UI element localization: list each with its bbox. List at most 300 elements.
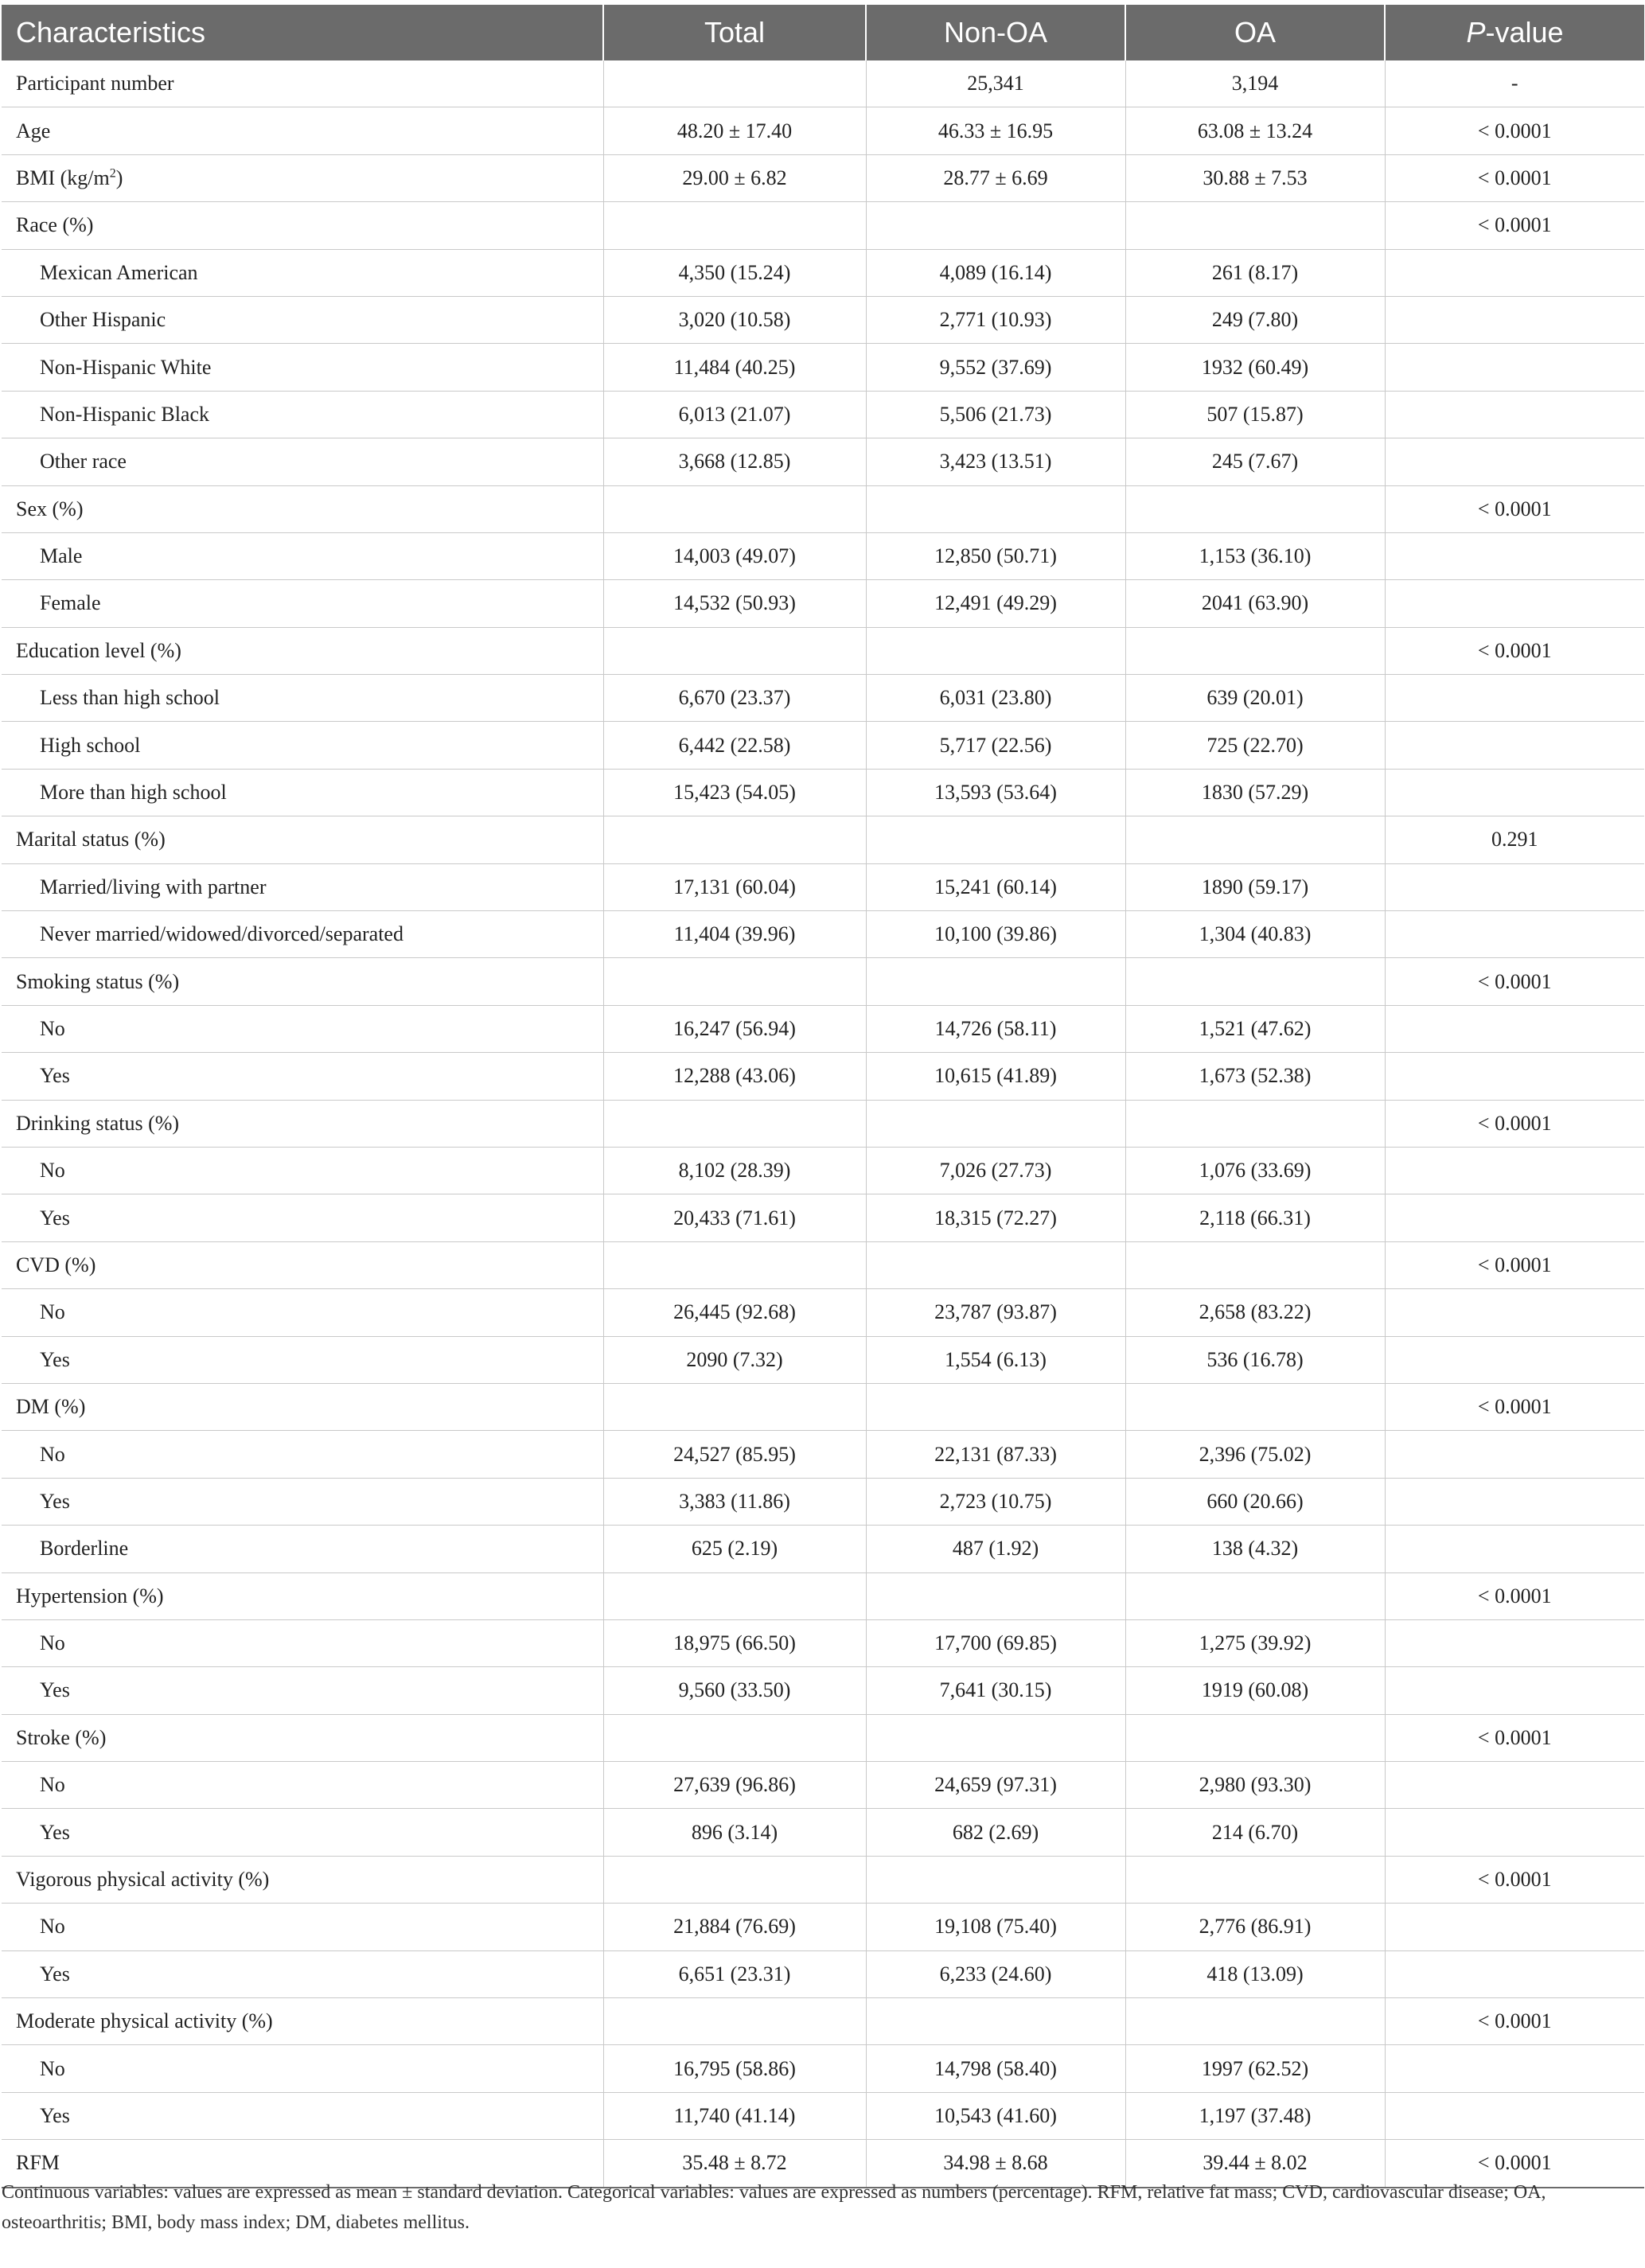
cell-oa: 1932 (60.49) <box>1125 344 1385 391</box>
cell-p-value <box>1385 1809 1644 1856</box>
row-label-text: Race (%) <box>16 213 94 237</box>
header-p-rest: -value <box>1485 16 1564 49</box>
row-label <box>2 1856 603 1903</box>
cell-p-value: 0.291 <box>1385 816 1644 863</box>
row-label-text: Age <box>16 119 51 142</box>
cell-total: 17,131 (60.04) <box>603 863 866 910</box>
cell-p-value: < 0.0001 <box>1385 1998 1644 2045</box>
cell-oa: 660 (20.66) <box>1125 1478 1385 1525</box>
row-label <box>2 202 603 249</box>
cell-p-value <box>1385 1762 1644 1809</box>
cell-p-value <box>1385 675 1644 722</box>
cell-oa <box>1125 1241 1385 1288</box>
cell-oa <box>1125 816 1385 863</box>
cell-total <box>603 60 866 107</box>
row-label <box>2 863 603 910</box>
cell-non-oa: 13,593 (53.64) <box>866 769 1125 816</box>
cell-non-oa: 23,787 (93.87) <box>866 1289 1125 1336</box>
cell-oa: 536 (16.78) <box>1125 1336 1385 1383</box>
cell-non-oa <box>866 1383 1125 1430</box>
cell-total <box>603 1998 866 2045</box>
cell-non-oa: 18,315 (72.27) <box>866 1194 1125 1241</box>
cell-oa: 2041 (63.90) <box>1125 580 1385 627</box>
cell-non-oa: 2,723 (10.75) <box>866 1478 1125 1525</box>
row-label <box>2 1526 603 1572</box>
row-label <box>2 1100 603 1147</box>
table-row <box>2 202 1644 249</box>
row-label-text: Smoking status (%) <box>16 969 180 993</box>
cell-non-oa <box>866 485 1125 532</box>
cell-p-value <box>1385 249 1644 296</box>
cell-non-oa: 1,554 (6.13) <box>866 1336 1125 1383</box>
cell-oa: 1,076 (33.69) <box>1125 1147 1385 1194</box>
header-row <box>2 5 1644 60</box>
row-label-text: Never married/widowed/divorced/separated <box>40 922 403 946</box>
table-row <box>2 816 1644 863</box>
cell-p-value: < 0.0001 <box>1385 1856 1644 1903</box>
row-label-text: More than high school <box>40 781 227 805</box>
table-footnote: Continuous variables: values are expressed as mean ± standard deviation. Categorical variables: values are expressed as numbers (percentage). RFM, relative fat mass; CVD, cardiovascular disease; OA, osteoarthritis; BMI, body mass index; DM, diabetes mellitus. <box>2 2182 1546 2233</box>
header-oa: OA <box>1125 5 1385 60</box>
cell-total: 29.00 ± 6.82 <box>603 154 866 201</box>
cell-total: 625 (2.19) <box>603 1526 866 1572</box>
row-label <box>2 1998 603 2045</box>
row-label <box>2 1431 603 1478</box>
row-label <box>2 722 603 769</box>
table-row <box>2 1431 1644 1478</box>
table-row <box>2 1998 1644 2045</box>
cell-non-oa: 9,552 (37.69) <box>866 344 1125 391</box>
cell-non-oa: 14,798 (58.40) <box>866 2045 1125 2092</box>
cell-oa: 2,118 (66.31) <box>1125 1194 1385 1241</box>
row-label <box>2 296 603 343</box>
row-label-text: High school <box>40 733 141 757</box>
cell-p-value <box>1385 580 1644 627</box>
cell-oa: 2,396 (75.02) <box>1125 1431 1385 1478</box>
cell-total <box>603 627 866 674</box>
cell-non-oa: 10,100 (39.86) <box>866 911 1125 958</box>
cell-oa: 507 (15.87) <box>1125 391 1385 438</box>
cell-total: 11,484 (40.25) <box>603 344 866 391</box>
cell-p-value <box>1385 1194 1644 1241</box>
table-row <box>2 1100 1644 1147</box>
cell-non-oa: 4,089 (16.14) <box>866 249 1125 296</box>
row-label <box>2 1619 603 1666</box>
table-row <box>2 391 1644 438</box>
row-label-text: DM (%) <box>16 1395 86 1419</box>
cell-total <box>603 958 866 1005</box>
cell-total: 18,975 (66.50) <box>603 1619 866 1666</box>
cell-p-value <box>1385 1619 1644 1666</box>
table-row <box>2 1667 1644 1714</box>
cell-p-value <box>1385 344 1644 391</box>
row-label-text: No <box>40 1300 65 1324</box>
cell-total <box>603 1100 866 1147</box>
cell-total: 12,288 (43.06) <box>603 1053 866 1100</box>
cell-non-oa: 14,726 (58.11) <box>866 1005 1125 1052</box>
row-label-text: Borderline <box>40 1537 129 1561</box>
table-row <box>2 627 1644 674</box>
characteristics-table <box>2 5 1644 2188</box>
cell-oa <box>1125 627 1385 674</box>
table-row <box>2 1856 1644 1903</box>
table-row <box>2 2045 1644 2092</box>
cell-non-oa: 10,543 (41.60) <box>866 2092 1125 2139</box>
row-label <box>2 1904 603 1950</box>
row-label-text: No <box>40 1915 65 1939</box>
row-label <box>2 1005 603 1052</box>
cell-non-oa <box>866 1100 1125 1147</box>
row-label <box>2 911 603 958</box>
cell-p-value <box>1385 1053 1644 1100</box>
cell-oa: 1997 (62.52) <box>1125 2045 1385 2092</box>
cell-oa: 245 (7.67) <box>1125 438 1385 485</box>
cell-total: 14,532 (50.93) <box>603 580 866 627</box>
cell-p-value <box>1385 1289 1644 1336</box>
cell-non-oa <box>866 1241 1125 1288</box>
cell-total <box>603 485 866 532</box>
cell-non-oa: 22,131 (87.33) <box>866 1431 1125 1478</box>
cell-non-oa: 24,659 (97.31) <box>866 1762 1125 1809</box>
cell-p-value: < 0.0001 <box>1385 958 1644 1005</box>
cell-non-oa: 12,850 (50.71) <box>866 532 1125 579</box>
row-label-superscript: 2 <box>109 166 116 181</box>
cell-oa: 1,153 (36.10) <box>1125 532 1385 579</box>
row-label-text: Vigorous physical activity (%) <box>16 1868 270 1892</box>
row-label <box>2 1809 603 1856</box>
table-row <box>2 958 1644 1005</box>
cell-total: 6,651 (23.31) <box>603 1950 866 1997</box>
cell-oa: 1919 (60.08) <box>1125 1667 1385 1714</box>
row-label-text: Other race <box>40 450 127 473</box>
cell-non-oa: 15,241 (60.14) <box>866 863 1125 910</box>
row-label <box>2 1572 603 1619</box>
cell-total: 11,404 (39.96) <box>603 911 866 958</box>
cell-non-oa: 5,717 (22.56) <box>866 722 1125 769</box>
cell-oa: 2,776 (86.91) <box>1125 1904 1385 1950</box>
cell-p-value: < 0.0001 <box>1385 1383 1644 1430</box>
cell-total: 24,527 (85.95) <box>603 1431 866 1478</box>
cell-non-oa <box>866 627 1125 674</box>
cell-p-value: < 0.0001 <box>1385 627 1644 674</box>
cell-p-value <box>1385 1950 1644 1997</box>
cell-p-value <box>1385 2092 1644 2139</box>
cell-p-value <box>1385 2045 1644 2092</box>
cell-oa: 1,197 (37.48) <box>1125 2092 1385 2139</box>
cell-non-oa <box>866 1856 1125 1903</box>
cell-total: 6,442 (22.58) <box>603 722 866 769</box>
row-label-text: Yes <box>40 1678 70 1702</box>
cell-oa <box>1125 1998 1385 2045</box>
cell-total: 15,423 (54.05) <box>603 769 866 816</box>
cell-total: 2090 (7.32) <box>603 1336 866 1383</box>
row-label-text: CVD (%) <box>16 1253 96 1276</box>
cell-oa: 1830 (57.29) <box>1125 769 1385 816</box>
table-row <box>2 1289 1644 1336</box>
cell-non-oa <box>866 202 1125 249</box>
cell-non-oa: 487 (1.92) <box>866 1526 1125 1572</box>
cell-total: 20,433 (71.61) <box>603 1194 866 1241</box>
cell-total: 3,383 (11.86) <box>603 1478 866 1525</box>
row-label <box>2 1383 603 1430</box>
cell-total: 16,247 (56.94) <box>603 1005 866 1052</box>
row-label-text: Mexican American <box>40 260 198 284</box>
cell-non-oa: 10,615 (41.89) <box>866 1053 1125 1100</box>
row-label-text: Married/living with partner <box>40 875 267 898</box>
row-label <box>2 1194 603 1241</box>
cell-total: 11,740 (41.14) <box>603 2092 866 2139</box>
table-row <box>2 580 1644 627</box>
cell-oa <box>1125 958 1385 1005</box>
cell-total: 26,445 (92.68) <box>603 1289 866 1336</box>
row-label <box>2 1336 603 1383</box>
cell-p-value <box>1385 296 1644 343</box>
row-label-text: Yes <box>40 1347 70 1371</box>
row-label-text: Yes <box>40 1064 70 1088</box>
cell-non-oa: 12,491 (49.29) <box>866 580 1125 627</box>
table-row <box>2 60 1644 107</box>
row-label-text: No <box>40 2056 65 2080</box>
table-row <box>2 1950 1644 1997</box>
row-label-suffix: ) <box>115 166 123 189</box>
row-label-text: Female <box>40 591 101 615</box>
row-label <box>2 1478 603 1525</box>
cell-oa: 261 (8.17) <box>1125 249 1385 296</box>
cell-total <box>603 1572 866 1619</box>
cell-oa: 63.08 ± 13.24 <box>1125 107 1385 154</box>
table-header <box>2 5 1644 60</box>
table-row <box>2 863 1644 910</box>
row-label <box>2 485 603 532</box>
cell-non-oa: 6,233 (24.60) <box>866 1950 1125 1997</box>
cell-p-value <box>1385 1904 1644 1950</box>
table-row <box>2 675 1644 722</box>
row-label-text: No <box>40 1773 65 1797</box>
cell-non-oa: 7,641 (30.15) <box>866 1667 1125 1714</box>
row-label-text: Drinking status (%) <box>16 1111 180 1135</box>
row-label-text: Participant number <box>16 72 174 95</box>
cell-oa <box>1125 1100 1385 1147</box>
table-row <box>2 1383 1644 1430</box>
cell-total: 16,795 (58.86) <box>603 2045 866 2092</box>
cell-total: 35.48 ± 8.72 <box>603 2140 866 2188</box>
cell-oa: 3,194 <box>1125 60 1385 107</box>
cell-non-oa: 5,506 (21.73) <box>866 391 1125 438</box>
table-row <box>2 1005 1644 1052</box>
header-characteristics: Characteristics <box>2 5 603 60</box>
cell-oa <box>1125 485 1385 532</box>
cell-non-oa: 25,341 <box>866 60 1125 107</box>
table-row <box>2 1809 1644 1856</box>
cell-p-value <box>1385 1147 1644 1194</box>
cell-non-oa: 17,700 (69.85) <box>866 1619 1125 1666</box>
cell-oa <box>1125 1383 1385 1430</box>
cell-p-value <box>1385 532 1644 579</box>
row-label <box>2 1714 603 1761</box>
cell-oa: 725 (22.70) <box>1125 722 1385 769</box>
row-label-text: Stroke (%) <box>16 1725 107 1749</box>
cell-non-oa <box>866 1714 1125 1761</box>
row-label <box>2 580 603 627</box>
row-label-text: Non-Hispanic Black <box>40 402 210 426</box>
cell-oa: 1,673 (52.38) <box>1125 1053 1385 1100</box>
row-label <box>2 249 603 296</box>
cell-non-oa <box>866 1998 1125 2045</box>
table-row <box>2 722 1644 769</box>
row-label <box>2 107 603 154</box>
cell-non-oa: 19,108 (75.40) <box>866 1904 1125 1950</box>
row-label <box>2 2092 603 2139</box>
cell-total <box>603 816 866 863</box>
cell-p-value <box>1385 1005 1644 1052</box>
row-label <box>2 1762 603 1809</box>
cell-total: 4,350 (15.24) <box>603 249 866 296</box>
cell-total <box>603 1383 866 1430</box>
row-label <box>2 1241 603 1288</box>
row-label-text: BMI (kg/m <box>16 166 110 189</box>
row-label <box>2 1950 603 1997</box>
table-row <box>2 1619 1644 1666</box>
cell-p-value: < 0.0001 <box>1385 2140 1644 2188</box>
row-label-text: Less than high school <box>40 686 220 710</box>
cell-total: 6,013 (21.07) <box>603 391 866 438</box>
table-row <box>2 1762 1644 1809</box>
cell-p-value: < 0.0001 <box>1385 202 1644 249</box>
cell-oa <box>1125 1572 1385 1619</box>
row-label <box>2 816 603 863</box>
cell-oa: 1,521 (47.62) <box>1125 1005 1385 1052</box>
cell-p-value <box>1385 911 1644 958</box>
table-row <box>2 1241 1644 1288</box>
cell-p-value <box>1385 1336 1644 1383</box>
row-label-text: No <box>40 1159 65 1183</box>
cell-non-oa <box>866 816 1125 863</box>
cell-non-oa: 7,026 (27.73) <box>866 1147 1125 1194</box>
table-row <box>2 1478 1644 1525</box>
cell-total <box>603 1856 866 1903</box>
cell-total <box>603 1241 866 1288</box>
row-label-text: Yes <box>40 1820 70 1844</box>
cell-p-value: < 0.0001 <box>1385 1241 1644 1288</box>
cell-total: 14,003 (49.07) <box>603 532 866 579</box>
cell-total: 27,639 (96.86) <box>603 1762 866 1809</box>
cell-oa: 30.88 ± 7.53 <box>1125 154 1385 201</box>
cell-p-value <box>1385 863 1644 910</box>
row-label <box>2 1053 603 1100</box>
cell-p-value <box>1385 1431 1644 1478</box>
cell-p-value: < 0.0001 <box>1385 1572 1644 1619</box>
table-row <box>2 249 1644 296</box>
row-label <box>2 958 603 1005</box>
table-row <box>2 1336 1644 1383</box>
header-p-italic: P <box>1466 16 1486 49</box>
cell-oa: 2,658 (83.22) <box>1125 1289 1385 1336</box>
row-label-text: Yes <box>40 1206 70 1229</box>
row-label <box>2 154 603 201</box>
row-label-text: Yes <box>40 2103 70 2127</box>
cell-p-value: - <box>1385 60 1644 107</box>
row-label <box>2 2045 603 2092</box>
table-row <box>2 532 1644 579</box>
row-label-text: Other Hispanic <box>40 308 166 332</box>
cell-non-oa: 6,031 (23.80) <box>866 675 1125 722</box>
cell-p-value <box>1385 722 1644 769</box>
row-label-text: No <box>40 1017 65 1040</box>
table-row <box>2 1714 1644 1761</box>
cell-oa: 1,275 (39.92) <box>1125 1619 1385 1666</box>
table-row <box>2 438 1644 485</box>
cell-oa <box>1125 1856 1385 1903</box>
table-row <box>2 1904 1644 1950</box>
cell-p-value: < 0.0001 <box>1385 1100 1644 1147</box>
cell-non-oa: 682 (2.69) <box>866 1809 1125 1856</box>
cell-total: 896 (3.14) <box>603 1809 866 1856</box>
cell-oa: 138 (4.32) <box>1125 1526 1385 1572</box>
row-label-text: Yes <box>40 1962 70 1985</box>
row-label-text: RFM <box>16 2151 60 2175</box>
row-label <box>2 391 603 438</box>
cell-total: 48.20 ± 17.40 <box>603 107 866 154</box>
table-row <box>2 107 1644 154</box>
cell-non-oa: 3,423 (13.51) <box>866 438 1125 485</box>
row-label-text: Hypertension (%) <box>16 1584 164 1607</box>
row-label-text: No <box>40 1442 65 1466</box>
cell-oa: 39.44 ± 8.02 <box>1125 2140 1385 2188</box>
cell-oa: 249 (7.80) <box>1125 296 1385 343</box>
row-label <box>2 344 603 391</box>
cell-oa <box>1125 1714 1385 1761</box>
header-non-oa: Non-OA <box>866 5 1125 60</box>
cell-non-oa <box>866 958 1125 1005</box>
row-label <box>2 1147 603 1194</box>
cell-non-oa: 34.98 ± 8.68 <box>866 2140 1125 2188</box>
cell-oa: 418 (13.09) <box>1125 1950 1385 1997</box>
row-label <box>2 675 603 722</box>
row-label-text: Moderate physical activity (%) <box>16 2009 273 2033</box>
cell-p-value <box>1385 1667 1644 1714</box>
table-row <box>2 1194 1644 1241</box>
cell-non-oa: 46.33 ± 16.95 <box>866 107 1125 154</box>
cell-p-value: < 0.0001 <box>1385 154 1644 201</box>
table-row <box>2 154 1644 201</box>
table-row <box>2 769 1644 816</box>
table-row <box>2 911 1644 958</box>
row-label <box>2 532 603 579</box>
row-label <box>2 1667 603 1714</box>
characteristics-table-container <box>2 5 1644 2188</box>
header-total: Total <box>603 5 866 60</box>
cell-total: 3,020 (10.58) <box>603 296 866 343</box>
cell-total: 6,670 (23.37) <box>603 675 866 722</box>
cell-p-value: < 0.0001 <box>1385 485 1644 532</box>
cell-non-oa <box>866 1572 1125 1619</box>
table-body <box>2 60 1644 2188</box>
table-row <box>2 2092 1644 2139</box>
row-label <box>2 438 603 485</box>
cell-total: 21,884 (76.69) <box>603 1904 866 1950</box>
cell-p-value <box>1385 1478 1644 1525</box>
cell-oa: 1890 (59.17) <box>1125 863 1385 910</box>
row-label <box>2 769 603 816</box>
row-label <box>2 627 603 674</box>
cell-non-oa: 28.77 ± 6.69 <box>866 154 1125 201</box>
cell-oa: 639 (20.01) <box>1125 675 1385 722</box>
cell-total <box>603 202 866 249</box>
header-p-value <box>1385 5 1644 60</box>
cell-p-value <box>1385 769 1644 816</box>
row-label-text: Education level (%) <box>16 638 181 662</box>
row-label <box>2 60 603 107</box>
